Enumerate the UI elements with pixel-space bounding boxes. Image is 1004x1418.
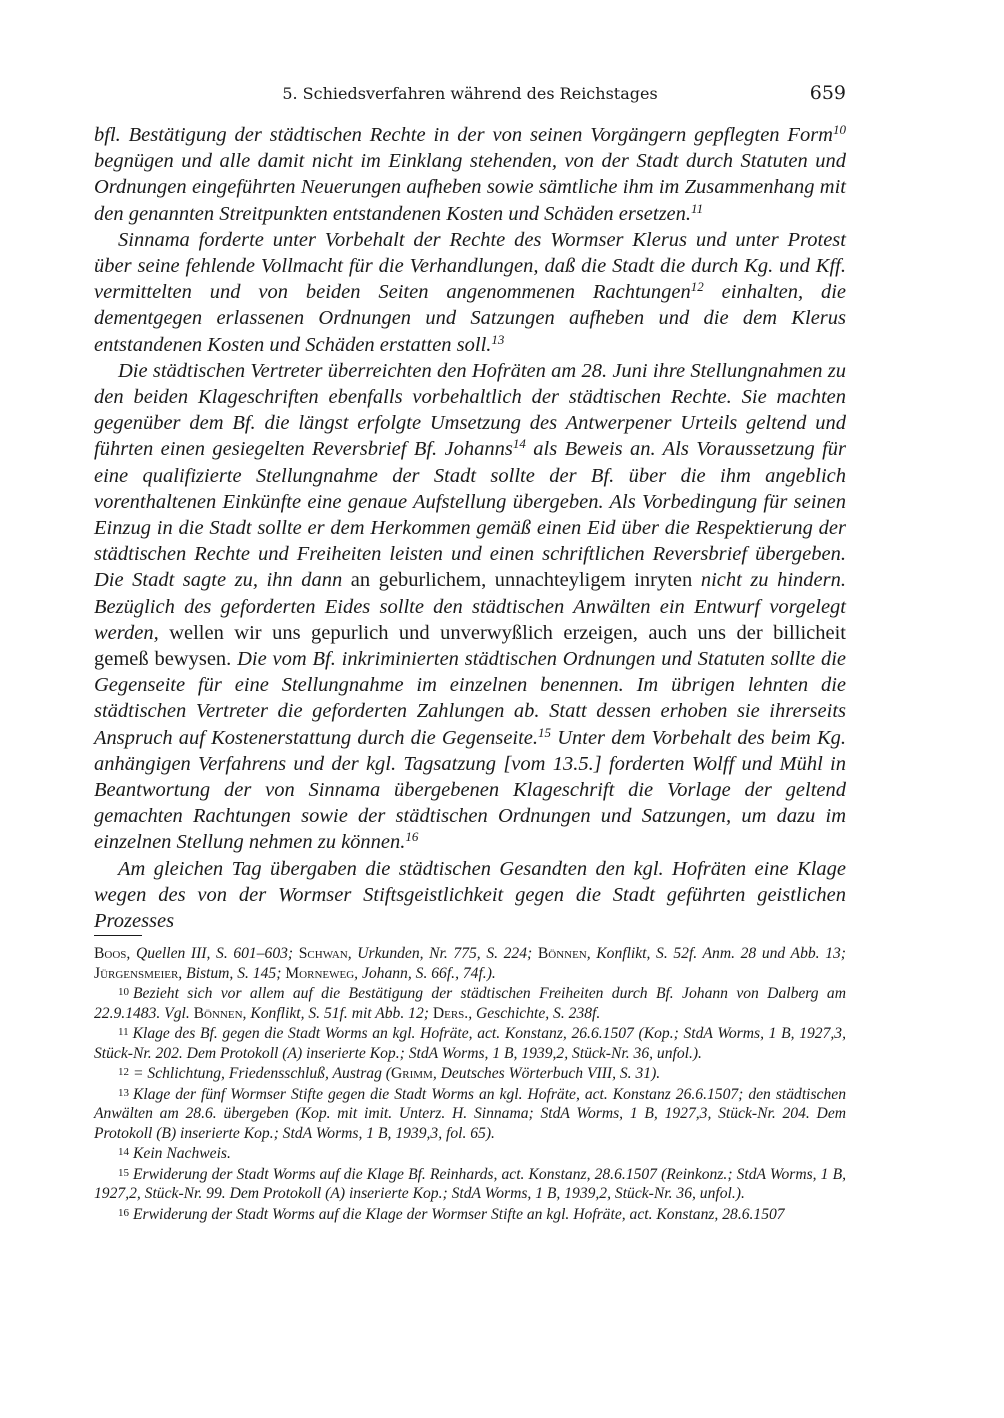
author-name: Grimm — [390, 1065, 433, 1082]
main-text — [94, 122, 846, 934]
text: Unter dem Vorbehalt des beim Kg. anhängigen Verfahrens und der kgl. Tagsatzung [vom 13.5.] forderten Wolff und Mühl in Beantwortung der von Sinnama übergebenen Klageschrift die Vorlage der geltend gemachten Rachtungen sowie der städtischen Ordnungen und Satzungen, um dazu im einzelnen Stellung nehmen zu können. — [94, 726, 846, 854]
footnote-ref: 13 — [491, 331, 505, 347]
text: bfl. Bestätigung der städtischen Rechte in der von seinen Vorgängern gepflegten Form — [94, 124, 833, 146]
footnote-text: Bezieht sich vor allem auf die Bestätigung der städtischen Freiheiten durch Bf. Johann von Dalberg am 22.9.1483. Vgl. — [94, 985, 846, 1022]
author-name: Ders. — [432, 1004, 469, 1022]
footnote-text: Klage der fünf Wormser Stifte gegen die Stadt Worms an kgl. Hofräte, act. Konstanz 26.6.1507; den städtischen Anwälten am 28.6. übergeben (Kop. mit imit. Unterz. H. Sinnama; StdA Worms, 1 B, 1927,3, Stück-Nr. 204. Dem Protokoll (B) inserierte Kop.; StdA Worms, 1 B, 1939,3, fol. 65). — [94, 1085, 846, 1142]
paragraph — [94, 227, 846, 358]
footnote-text: , Quellen III, S. 601–603; — [126, 945, 299, 962]
footnote-text: , Urkunden, Nr. 775, S. 224; — [347, 945, 538, 962]
footnote-text: Klage des Bf. gegen die Stadt Worms an kgl. Hofräte, act. Konstanz, 26.6.1507 (Kop.; StdA Worms, 1 B, 1927,3, Stück-Nr. 202. Dem Protokoll (A) inserierte Kop.; StdA Worms, 1 B, 1939,2, Stück-Nr. 36, unfol.). — [94, 1025, 846, 1062]
footnote-ref: 10 — [833, 122, 846, 137]
paragraph — [94, 358, 846, 856]
footnote-text: , Geschichte, S. 238f. — [468, 1004, 601, 1022]
author-name: Morneweg — [285, 964, 355, 982]
footnote-ref: 15 — [538, 724, 552, 740]
footnote-text: = Schlichtung, Friedensschluß, Austrag ( — [133, 1065, 391, 1082]
text: einhalten, die dementgegen erlassenen Ordnungen und Satzungen aufheben und die dem Klerus entstandenen Kosten und Schäden erstatten soll. — [94, 281, 846, 356]
author-name: Schwan — [298, 945, 348, 962]
page-header — [94, 82, 846, 108]
footnote-continuation — [94, 944, 846, 983]
footnote-13 — [94, 1084, 846, 1144]
source-quote: an geburlichem, unnachteyligem inryten — [350, 569, 693, 592]
footnote-text: , Konflikt, S. 52f. Anm. 28 und Abb. 13; — [586, 945, 846, 962]
author-name: Bönnen — [537, 945, 587, 962]
paragraph — [94, 856, 846, 935]
text: nicht zu hindern. Bezüglich des geforderten Eides sollte den städtischen Anwälten ein Entwurf vorgelegt werden, — [94, 569, 846, 644]
footnote-text: , Johann, S. 66f., 74f.). — [354, 964, 496, 982]
page-number: 659 — [809, 82, 846, 104]
footnote-number: 12 — [118, 1066, 129, 1078]
footnote-text: Erwiderung der Stadt Worms auf die Klage der Wormser Stifte an kgl. Hofräte, act. Konstanz, 28.6.1507 — [133, 1205, 785, 1223]
footnote-number: 10 — [118, 986, 129, 998]
footnote-11 — [94, 1023, 846, 1063]
footnote-number: 14 — [118, 1146, 129, 1158]
footnote-text: , Deutsches Wörterbuch VIII, S. 31). — [432, 1065, 661, 1082]
footnote-text: Kein Nachweis. — [133, 1145, 231, 1162]
paragraph — [94, 122, 846, 227]
footnote-divider — [94, 935, 142, 936]
footnote-text: , Konflikt, S. 51f. mit Abb. 12; — [242, 1004, 433, 1022]
footnote-10 — [94, 983, 846, 1023]
running-title: 5. Schiedsverfahren während des Reichstages — [282, 84, 658, 103]
footnote-12 — [94, 1063, 846, 1084]
text: als Beweis an. Als Voraussetzung für eine qualifizierte Stellungnahme der Stadt sollte der Bf. über die ihm angeblich vorenthaltenen Einkünfte eine genaue Aufstellung übergeben. Als Vorbedingung für seinen Einzug in die Stadt sollte er dem Herkommen gemäß einen Eid über die Respektierung der städtischen Rechte und Freiheiten leisten und einen schriftlichen Reversbrief übergeben. Die Stadt sagte zu, ihn dann — [94, 438, 846, 592]
text: Am gleichen Tag übergaben die städtischen Gesandten den kgl. Hofräten eine Klage wegen des von der Wormser Stiftsgeistlichkeit gegen die Stadt geführten geistlichen Prozesses — [94, 857, 846, 933]
footnote-15 — [94, 1164, 846, 1204]
author-name: Boos — [94, 945, 127, 962]
text: Sinnama forderte unter Vorbehalt der Rechte des Wormser Klerus und unter Protest über seine fehlende Vollmacht für die Verhandlungen, daß die Stadt die durch Kg. und Kff. vermittelten und von beiden Seiten angenommenen Rachtungen — [94, 228, 846, 304]
text: Die vom Bf. inkriminierten städtischen Ordnungen und Statuten sollte die Gegenseite für eine Stellungnahme im einzelnen benennen. Im übrigen lehnten die städtischen Vertreter die geforderten Zahlungen ab. Statt dessen erhoben sie ihrerseits Anspruch auf Kostenerstattung durch die Gegenseite. — [94, 648, 846, 749]
footnotes — [94, 944, 846, 1224]
footnote-ref: 14 — [512, 436, 526, 452]
footnote-number: 13 — [118, 1086, 129, 1099]
author-name: Bönnen — [193, 1004, 243, 1022]
author-name: Jürgensmeier — [94, 964, 179, 982]
footnote-ref: 11 — [691, 200, 704, 216]
footnote-text: Erwiderung der Stadt Worms auf die Klage Bf. Reinhards, act. Konstanz, 28.6.1507 (Reinkonz.; StdA Worms, 1 B, 1927,2, Stück-Nr. 99. Dem Protokoll (A) inserierte Kop.; StdA Worms, 1 B, 1939,2, Stück-Nr. 36, unfol.). — [94, 1165, 846, 1202]
source-quote: wellen wir uns gepurlich und unverwyßlich erzeigen, auch uns der billicheit gemeß bewysen. — [94, 621, 846, 671]
footnote-14 — [94, 1143, 846, 1164]
text: begnügen und alle damit nicht im Einklang stehenden, von der Stadt durch Statuten und Ordnungen eingeführten Neuerungen aufheben sowie sämtliche ihm im Zusammenhang mit den genannten Streitpunkten entstandenen Kosten und Schäden ersetzen. — [94, 150, 846, 225]
footnote-ref: 16 — [405, 829, 419, 845]
footnote-number: 11 — [118, 1026, 129, 1038]
footnote-ref: 12 — [690, 279, 704, 295]
footnote-number: 16 — [118, 1206, 129, 1219]
footnote-number: 15 — [118, 1166, 129, 1179]
footnote-text: , Bistum, S. 145; — [178, 964, 286, 982]
text: Die städtischen Vertreter überreichten den Hofräten am 28. Juni ihre Stellungnahmen zu den beiden Klageschriften ebenfalls vorbehaltlich der städtischen Rechte. Sie machten gegenüber dem Bf. die längst erfolgte Umsetzung des Antwerpener Urteils geltend und führten einen gesiegelten Reversbrief Bf. Johanns — [94, 359, 846, 461]
footnote-16 — [94, 1204, 846, 1225]
